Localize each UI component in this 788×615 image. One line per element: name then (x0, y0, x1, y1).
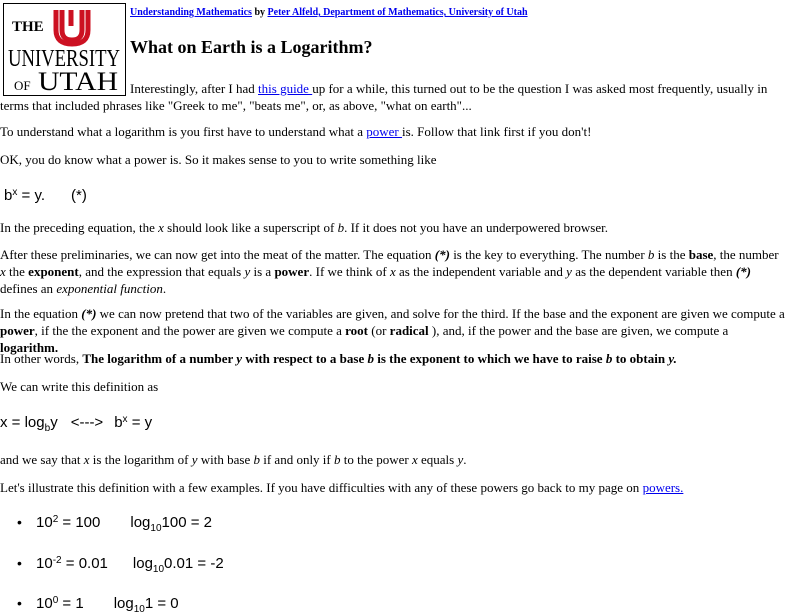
breadcrumb (130, 6, 528, 19)
list-item: • $10^{-2} = 0.01$ $\log_{10}0.01 = -2$ (17, 555, 224, 575)
understanding-mathematics-link[interactable]: Understanding Mathematics (130, 7, 252, 18)
powers-link[interactable]: powers. (642, 480, 684, 495)
list-item: • $10^0 = 1$ $\log_{10}1 = 0$ (17, 595, 179, 615)
logo-line-of: OF (14, 78, 31, 93)
by-text: by (254, 7, 266, 18)
logo-line-utah: UTAH (38, 67, 119, 96)
superscript-paragraph: In the preceding equation, the x should look like a superscript of b. If it does not you have an underpowered browser. (0, 220, 608, 235)
logo-line-university: UNIVERSITY (8, 46, 120, 72)
write-definition-paragraph: We can write this definition as (0, 379, 159, 394)
equation-tag: (*) (71, 187, 87, 204)
examples-intro-paragraph: Let's illustrate this definition with a few examples. If you have difficulties with any of these powers go back to my page on powers. (0, 480, 684, 495)
logo-line-the: THE (12, 19, 44, 35)
equation-power: $b^x = y$. (*) (4, 187, 87, 204)
equation-solve-paragraph: In the equation (*) we can now pretend that two of the variables are given, and solve for the third. If the base and the exponent are given we compute a power, if the the exponent and the power are given we compute a root (or radical ), and, if the power and the base are given, we compute a logarithm. (0, 306, 785, 355)
equation-logarithm: $x = \log_by$ <---> $b^x = y$ (0, 414, 153, 434)
definition-paragraph: In other words, The logarithm of a number y with respect to a base b is the exponent to which we have to raise b to obtain y. (0, 351, 677, 366)
this-guide-link[interactable]: this guide (258, 81, 313, 96)
ok-paragraph: OK, you do know what a power is. So it makes sense to you to write something like (0, 152, 437, 167)
author-link[interactable]: Peter Alfeld, Department of Mathematics, University of Utah (267, 7, 528, 18)
page-title: What on Earth is a Logarithm? (130, 37, 373, 57)
logo-emblem (56, 10, 88, 44)
power-link[interactable]: power (366, 124, 403, 139)
power-paragraph: To understand what a logarithm is you first have to understand what a power is. Follow that link first if you don't! (0, 124, 592, 139)
preliminaries-paragraph: After these preliminaries, we can now get into the meat of the matter. The equation (*) is the key to everything. The number b is the base, the number x the exponent, and the expression that equals y is a power. If we think of x as the independent variable and y as the dependent variable then (*) defines an exponential function. (0, 247, 779, 296)
iff-paragraph: and we say that x is the logarithm of y with base b if and only if b to the power x equals y. (0, 452, 467, 467)
list-item: • $10^2 = 100$ $\log_{10}100 = 2$ (17, 514, 212, 534)
intro-paragraph: Interestingly, after I had this guide up for a while, this turned out to be the question I was asked most frequently, usually in terms that included phrases like "Greek to me", "beats me", or, as above, "what on earth"... (0, 81, 768, 113)
